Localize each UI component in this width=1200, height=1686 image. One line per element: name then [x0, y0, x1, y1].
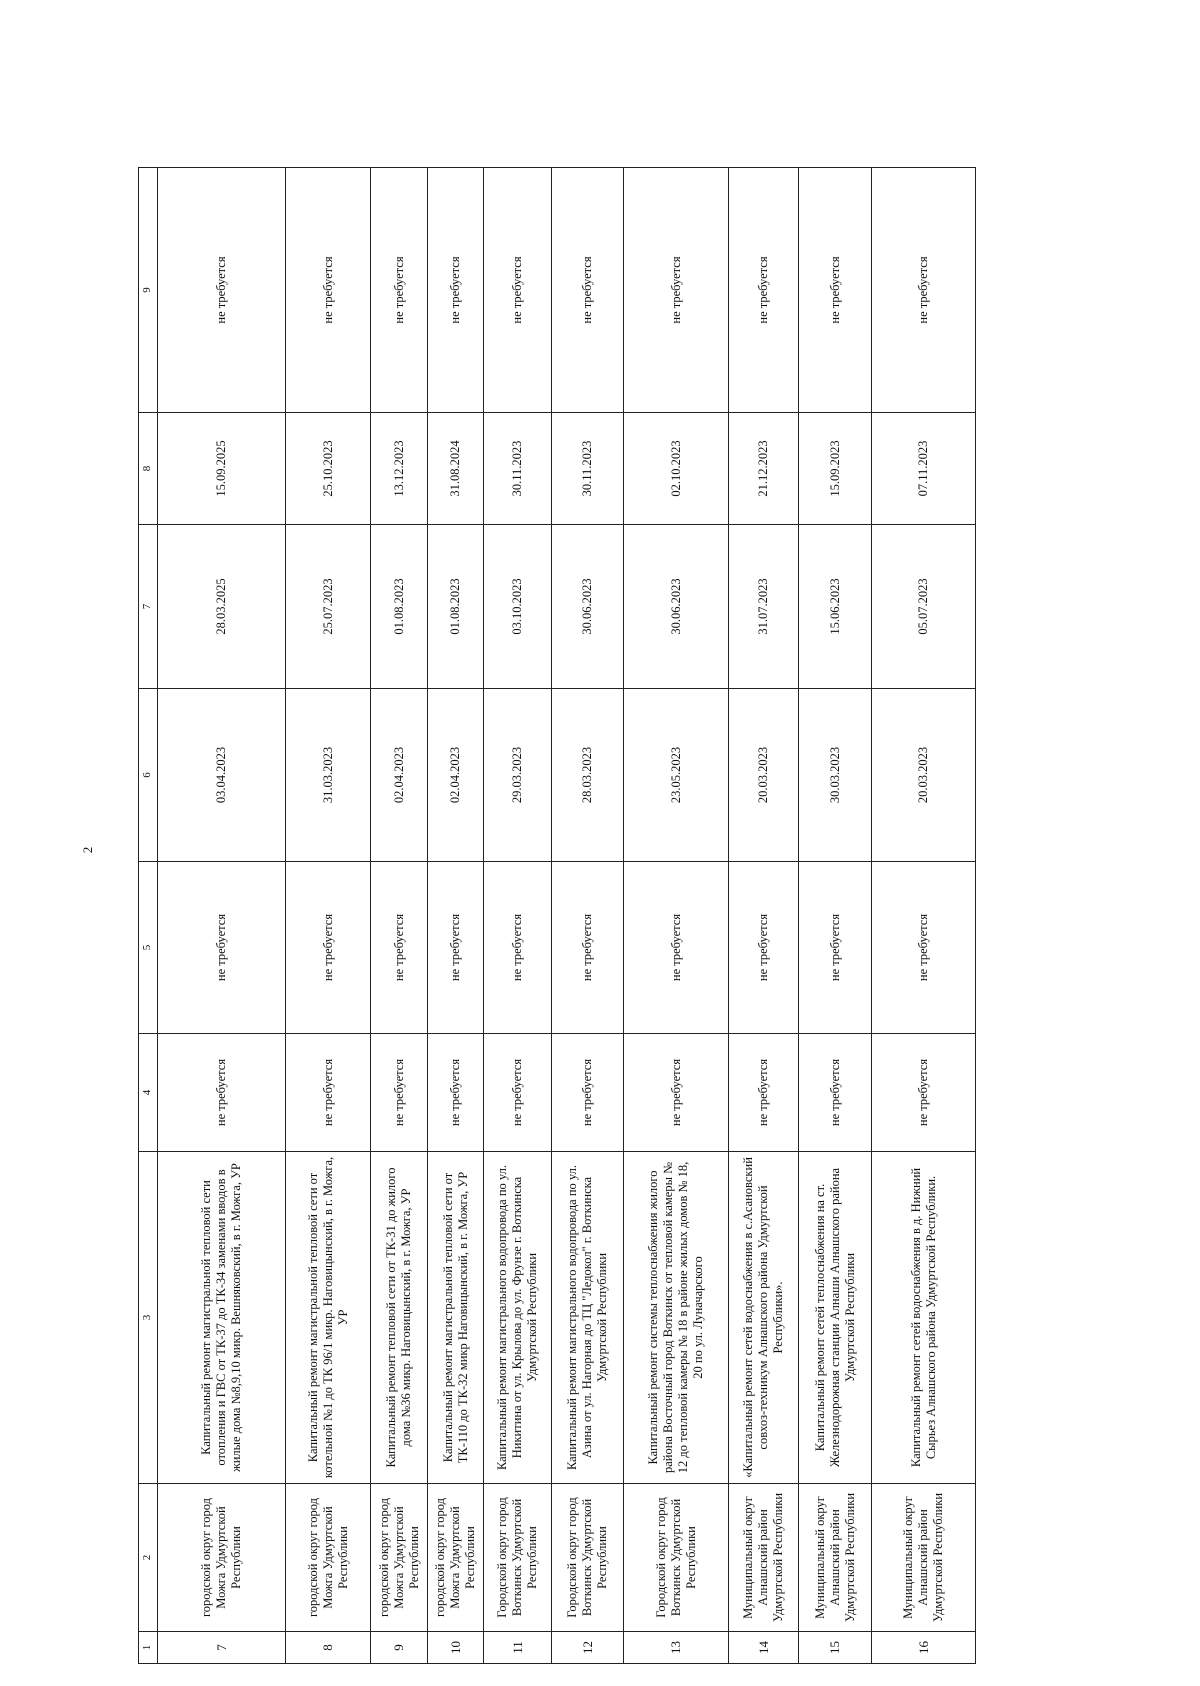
date-cell: 29.03.2023 — [484, 689, 552, 862]
status-cell: не требуется — [552, 1034, 624, 1152]
row-number: 12 — [552, 1632, 624, 1664]
table-row — [371, 168, 428, 1664]
row-number: 15 — [799, 1632, 872, 1664]
date-cell: 03.10.2023 — [484, 525, 552, 689]
row-number: 11 — [484, 1632, 552, 1664]
status-cell: не требуется — [371, 1034, 428, 1152]
description-cell: Капитальный ремонт сетей водоснабжения в д. Нижний Сырьез Алнашского района Удмуртской Республики. — [872, 1152, 976, 1484]
date-cell: 03.04.2023 — [158, 689, 286, 862]
date-cell: 13.12.2023 — [371, 413, 428, 525]
table-row — [552, 168, 624, 1664]
rotated-table-wrapper — [138, 168, 970, 1664]
status-cell: не требуется — [552, 862, 624, 1034]
municipality-cell: городской округ город Можга Удмуртской Республики — [158, 1484, 286, 1632]
table-row — [872, 168, 976, 1664]
row-number: 9 — [371, 1632, 428, 1664]
date-cell: 02.10.2023 — [624, 413, 729, 525]
status-cell: не требуется — [799, 1034, 872, 1152]
municipality-cell: Городской округ город Воткинск Удмуртской Республики — [484, 1484, 552, 1632]
date-cell: 01.08.2023 — [371, 525, 428, 689]
date-cell: 25.07.2023 — [286, 525, 371, 689]
description-cell: Капитальный ремонт магистрального водопровода по ул. Никитина от ул. Крылова до ул. Фрунзе г. Воткинска Удмуртской Республики — [484, 1152, 552, 1484]
date-cell: 30.11.2023 — [552, 413, 624, 525]
date-cell: 23.05.2023 — [624, 689, 729, 862]
table-row — [286, 168, 371, 1664]
row-number: 8 — [286, 1632, 371, 1664]
date-cell: 31.07.2023 — [729, 525, 799, 689]
status-cell: не требуется — [158, 168, 286, 413]
date-cell: 28.03.2023 — [552, 689, 624, 862]
status-cell: не требуется — [552, 168, 624, 413]
status-cell: не требуется — [286, 862, 371, 1034]
municipality-cell: городской округ город Можга Удмуртской Республики — [371, 1484, 428, 1632]
status-cell: не требуется — [286, 1034, 371, 1152]
date-cell: 07.11.2023 — [872, 413, 976, 525]
description-cell: Капитальный ремонт системы теплоснабжения жилого района Восточный город Воткинск от тепловой камеры № 12 до тепловой камеры № 18 в районе жилых домов № 18, 20 по ул. Луначарского — [624, 1152, 729, 1484]
page-number: 2 — [80, 846, 95, 854]
status-cell: не требуется — [624, 1034, 729, 1152]
column-header: 8 — [139, 413, 158, 525]
row-number: 14 — [729, 1632, 799, 1664]
column-header: 7 — [139, 525, 158, 689]
column-number-row — [139, 168, 158, 1664]
status-cell: не требуется — [729, 1034, 799, 1152]
status-cell: не требуется — [158, 862, 286, 1034]
municipality-cell: городской округ город Можга Удмуртской Республики — [286, 1484, 371, 1632]
table-row — [729, 168, 799, 1664]
status-cell: не требуется — [484, 168, 552, 413]
column-header: 5 — [139, 862, 158, 1034]
date-cell: 15.09.2025 — [158, 413, 286, 525]
municipality-cell: Муниципальный округ Алнашский район Удмуртской Республики — [729, 1484, 799, 1632]
status-cell: не требуется — [286, 168, 371, 413]
repair-schedule-table — [138, 167, 976, 1664]
status-cell: не требуется — [624, 862, 729, 1034]
table-row — [428, 168, 484, 1664]
date-cell: 30.06.2023 — [552, 525, 624, 689]
date-cell: 30.06.2023 — [624, 525, 729, 689]
status-cell: не требуется — [799, 862, 872, 1034]
table-row — [624, 168, 729, 1664]
status-cell: не требуется — [371, 862, 428, 1034]
description-cell: «Капитальный ремонт сетей водоснабжения в с.Асановский совхоз-техникум Алнашского района Удмуртской Республики». — [729, 1152, 799, 1484]
column-header: 4 — [139, 1034, 158, 1152]
description-cell: Капитальный ремонт магистральной тепловой сети отопления и ГВС от ТК-37 до ТК-34 заменами вводов в жилые дома №8,9,10 микр. Вешняковский, в г. Можга, УР — [158, 1152, 286, 1484]
column-header: 6 — [139, 689, 158, 862]
date-cell: 02.04.2023 — [371, 689, 428, 862]
description-cell: Капитальный ремонт тепловой сети от ТК-31 до жилого дома №36 микр. Наговицынский, в г. Можга, УР — [371, 1152, 428, 1484]
status-cell: не требуется — [428, 1034, 484, 1152]
date-cell: 15.06.2023 — [799, 525, 872, 689]
municipality-cell: Городской округ город Воткинск Удмуртской Республики — [552, 1484, 624, 1632]
column-header: 3 — [139, 1152, 158, 1484]
date-cell: 28.03.2025 — [158, 525, 286, 689]
date-cell: 30.11.2023 — [484, 413, 552, 525]
description-cell: Капитальный ремонт сетей теплоснабжения на ст. Железнодорожная станции Алнаши Алнашского района Удмуртской Республики — [799, 1152, 872, 1484]
table-row — [158, 168, 286, 1664]
status-cell: не требуется — [872, 1034, 976, 1152]
status-cell: не требуется — [371, 168, 428, 413]
row-number: 10 — [428, 1632, 484, 1664]
date-cell: 21.12.2023 — [729, 413, 799, 525]
table-row — [799, 168, 872, 1664]
municipality-cell: городской округ город Можга Удмуртской Республики — [428, 1484, 484, 1632]
status-cell: не требуется — [484, 862, 552, 1034]
column-header: 1 — [139, 1632, 158, 1664]
date-cell: 01.08.2023 — [428, 525, 484, 689]
date-cell: 20.03.2023 — [872, 689, 976, 862]
date-cell: 30.03.2023 — [799, 689, 872, 862]
date-cell: 31.08.2024 — [428, 413, 484, 525]
status-cell: не требуется — [624, 168, 729, 413]
column-header: 2 — [139, 1484, 158, 1632]
status-cell: не требуется — [872, 862, 976, 1034]
column-header: 9 — [139, 168, 158, 413]
date-cell: 15.09.2023 — [799, 413, 872, 525]
status-cell: не требуется — [729, 168, 799, 413]
row-number: 16 — [872, 1632, 976, 1664]
municipality-cell: Городской округ город Воткинск Удмуртской Республики — [624, 1484, 729, 1632]
description-cell: Капитальный ремонт магистральной тепловой сети от котельной №1 до ТК 96/1 микр. Наговицынский, в г. Можга, УР — [286, 1152, 371, 1484]
status-cell: не требуется — [729, 862, 799, 1034]
date-cell: 02.04.2023 — [428, 689, 484, 862]
status-cell: не требуется — [799, 168, 872, 413]
date-cell: 20.03.2023 — [729, 689, 799, 862]
description-cell: Капитальный ремонт магистрального водопровода по ул. Азина от ул. Нагорная до ТЦ "Ледокол" г. Воткинска Удмуртской Республики — [552, 1152, 624, 1484]
status-cell: не требуется — [872, 168, 976, 413]
date-cell: 25.10.2023 — [286, 413, 371, 525]
municipality-cell: Муниципальный округ Алнашский район Удмуртской Республики — [872, 1484, 976, 1632]
status-cell: не требуется — [428, 168, 484, 413]
description-cell: Капитальный ремонт магистральной тепловой сети от ТК-110 до ТК-32 микр Наговицынский, в г. Можга, УР — [428, 1152, 484, 1484]
date-cell: 31.03.2023 — [286, 689, 371, 862]
table-row — [484, 168, 552, 1664]
row-number: 7 — [158, 1632, 286, 1664]
status-cell: не требуется — [428, 862, 484, 1034]
status-cell: не требуется — [158, 1034, 286, 1152]
row-number: 13 — [624, 1632, 729, 1664]
status-cell: не требуется — [484, 1034, 552, 1152]
municipality-cell: Муниципальный округ Алнашский район Удмуртской Республики — [799, 1484, 872, 1632]
date-cell: 05.07.2023 — [872, 525, 976, 689]
